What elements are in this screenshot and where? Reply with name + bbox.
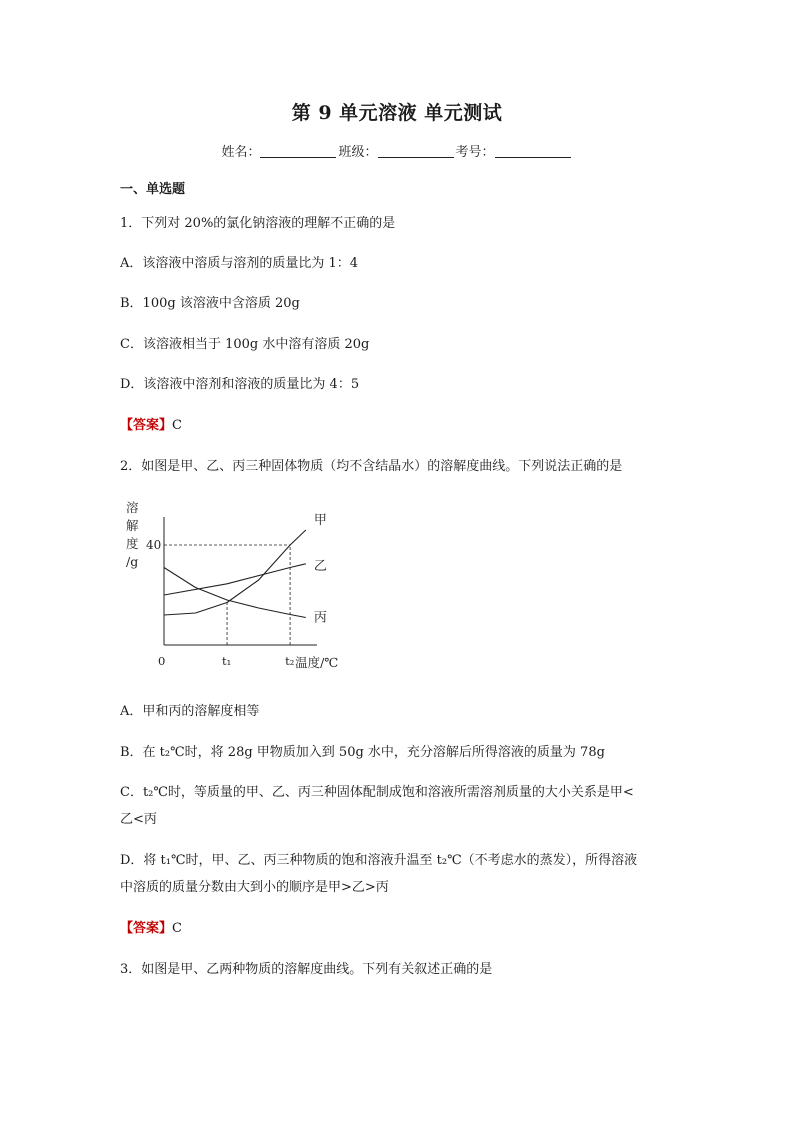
origin-label: 0 bbox=[158, 654, 166, 668]
id-blank[interactable] bbox=[495, 144, 571, 158]
q2-answer bbox=[120, 917, 182, 936]
chart-series bbox=[164, 530, 306, 618]
answer-tag: 【答案】 bbox=[120, 921, 173, 936]
q1-stem: 1．下列对 20%的氯化钠溶液的理解不正确的是 bbox=[120, 216, 396, 231]
x-tick-label: t₁ bbox=[222, 654, 232, 668]
solubility-chart bbox=[110, 490, 340, 680]
answer-tag: 【答案】 bbox=[120, 418, 173, 433]
series-label-bing: 丙 bbox=[313, 610, 327, 626]
name-blank[interactable] bbox=[260, 144, 336, 158]
q2-option-a: A．甲和丙的溶解度相等 bbox=[120, 704, 260, 719]
series-label-jia: 甲 bbox=[313, 513, 327, 528]
id-label: 考号： bbox=[455, 145, 495, 160]
q1-option-d: D．该溶液中溶剂和溶液的质量比为 4：5 bbox=[120, 377, 360, 392]
page-title: 第 9 单元溶液 单元测试 bbox=[291, 102, 503, 124]
class-blank[interactable] bbox=[378, 144, 454, 158]
x-tick-label: t₂ bbox=[285, 654, 295, 668]
q1-option-c: C．该溶液相当于 100g 水中溶有溶质 20g bbox=[120, 337, 370, 352]
q2-option-d-line1: D．将 t₁℃时，甲、乙、丙三种物质的饱和溶液升温至 t₂℃（不考虑水的蒸发），所得溶液 bbox=[120, 853, 638, 868]
q2-option-c-line1: C．t₂℃时，等质量的甲、乙、丙三种固体配制成饱和溶液所需溶剂质量的大小关系是甲< bbox=[120, 785, 634, 800]
chart-axes bbox=[164, 517, 317, 645]
section-heading: 一、单选题 bbox=[120, 182, 186, 197]
y-axis-label-part: 解 bbox=[126, 518, 139, 533]
q1-option-b: B．100g 该溶液中含溶质 20g bbox=[120, 296, 300, 311]
y-axis-label-part: 溶 bbox=[126, 500, 139, 515]
y-axis-label-part: /g bbox=[126, 554, 139, 569]
student-info-row bbox=[0, 141, 794, 160]
series-line-1 bbox=[164, 564, 306, 595]
q2-option-d-line2: 中溶质的质量分数由大到小的顺序是甲>乙>丙 bbox=[120, 880, 389, 895]
series-line-2 bbox=[164, 568, 306, 618]
q3-stem: 3．如图是甲、乙两种物质的溶解度曲线。下列有关叙述正确的是 bbox=[120, 962, 493, 977]
q1-option-a: A．该溶液中溶质与溶剂的质量比为 1：4 bbox=[120, 256, 359, 271]
x-axis-label: 温度/℃ bbox=[295, 655, 339, 670]
y-tick-label: 40 bbox=[146, 538, 162, 552]
series-label-yi: 乙 bbox=[313, 558, 327, 574]
q2-option-c-line2: 乙<丙 bbox=[120, 812, 157, 827]
q2-stem: 2．如图是甲、乙、丙三种固体物质（均不含结晶水）的溶解度曲线。下列说法正确的是 bbox=[120, 459, 623, 474]
q2-option-b: B．在 t₂℃时，将 28g 甲物质加入到 50g 水中，充分溶解后所得溶液的质量为 78g bbox=[120, 745, 605, 760]
y-axis-label-part: 度 bbox=[126, 536, 139, 551]
class-label: 班级： bbox=[338, 145, 378, 160]
q1-answer bbox=[120, 414, 182, 433]
answer-value: C bbox=[172, 418, 182, 433]
chart-guides bbox=[164, 545, 290, 645]
answer-value: C bbox=[172, 921, 182, 936]
name-label: 姓名： bbox=[221, 145, 261, 160]
